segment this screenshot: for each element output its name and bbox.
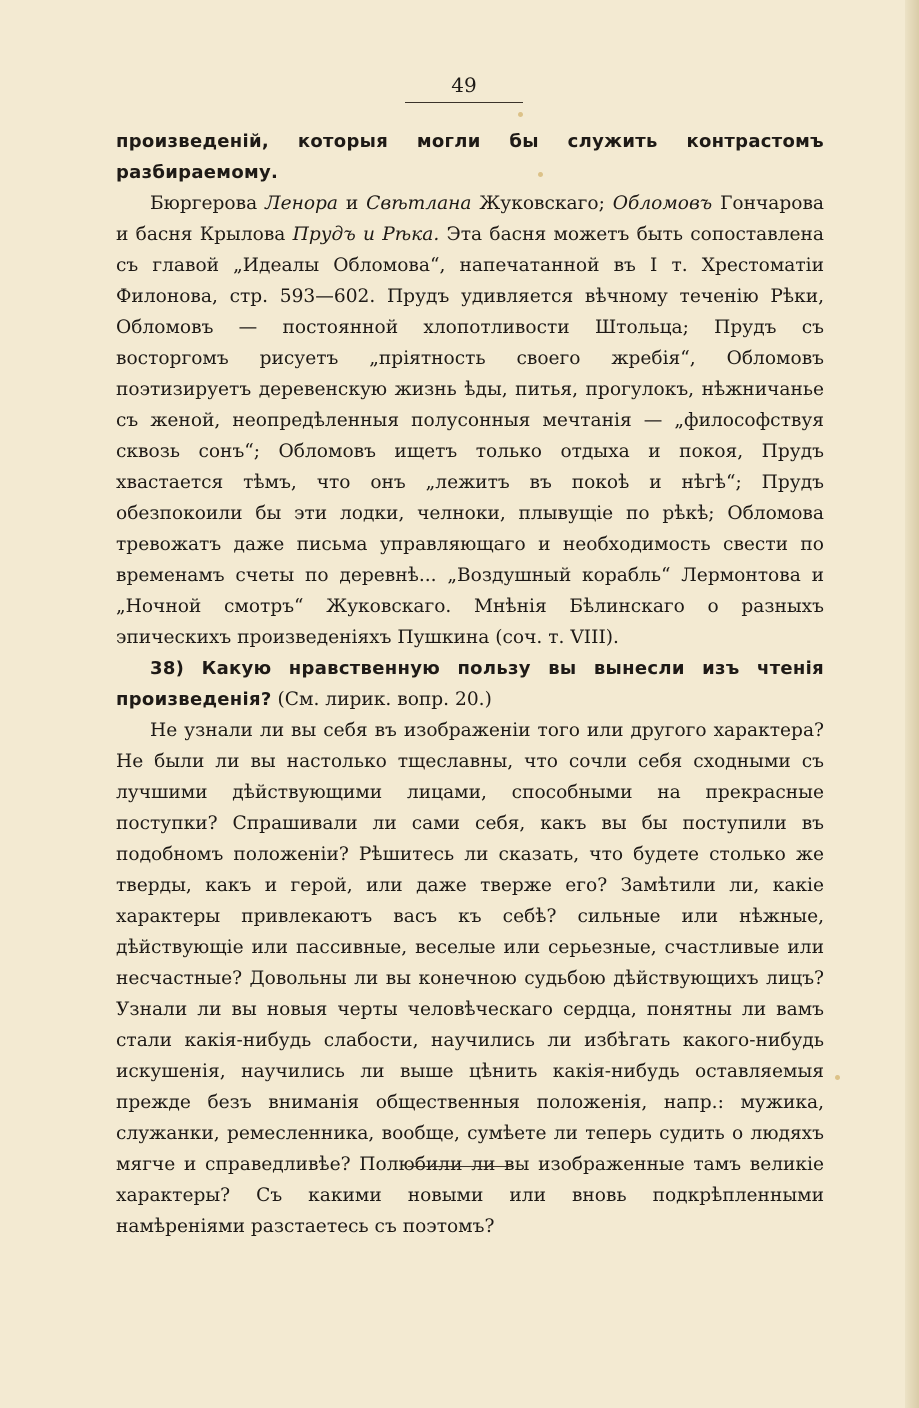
print-speck (538, 172, 543, 177)
title-oblomov: Обломовъ (612, 193, 713, 214)
question-reference: (См. лирик. вопр. 20.) (271, 689, 492, 710)
paragraph-continuation: произведеній, которыя могли бы служить контрастомъ разбираемому. (116, 131, 824, 183)
text-block (116, 126, 824, 1242)
paragraph-comparisons (116, 188, 824, 653)
title-lenora: Ленора (265, 193, 338, 214)
question-heading (116, 653, 824, 715)
text-run: Эта басня можетъ быть сопоставлена съ главой „Идеалы Обломова“, напечатанной въ I т. Хрестоматіи Филонова, стр. 593—602. Прудъ удивляется вѣчному теченію Рѣки, Обломовъ — постоянной хлопотливости Штольца; Прудъ съ восторгомъ рисуетъ „пріятность своего жребія“, Обломовъ поэтизируетъ деревенскую жизнь ѣды, питья, прогулокъ, нѣжничанье съ женой, неопредѣленныя полусонныя мечтанія — „философствуя сквозь сонъ“; Обломовъ ищетъ только отдыха и покоя, Прудъ хвастается тѣмъ, что онъ „лежитъ въ покоѣ и нѣгѣ“; Прудъ обезпокоили бы эти лодки, челноки, плывущіе по рѣкѣ; Обломова тревожатъ даже письма управляющаго и необходимость свести по временамъ счеты по деревнѣ... „Воздушный корабль“ Лермонтова и „Ночной смотръ“ Жуковскаго. Мнѣнія Бѣлинскаго о разныхъ эпическихъ произведеніяхъ Пушкина (соч. т. VIII). (116, 224, 824, 648)
text-run: и (338, 193, 367, 214)
page-edge (905, 0, 919, 1408)
text-run: Гончарова и басня Крылова (116, 193, 825, 245)
paragraph-questions: Не узнали ли вы себя въ изображеніи того или другого характера? Не были ли вы настолько тщеславны, что сочли себя сходными съ лучшими дѣйствующими лицами, способными на прекрасные поступки? Спрашивали ли сами себя, какъ вы бы поступили въ подобномъ положеніи? Рѣшитесь ли сказать, что будете столько же тверды, какъ и герой, или даже тверже его? Замѣтили ли, какіе характеры привлекаютъ васъ къ себѣ? сильные или нѣжные, дѣйствующіе или пассивные, веселые или серьезные, счастливые или несчастные? Довольны ли вы конечною судьбою дѣйствующихъ лицъ? Узнали ли вы новыя черты человѣческаго сердца, понятны ли вамъ стали какія-нибудь слабости, научились ли избѣгать какого-нибудь искушенія, научились ли выше цѣнить какія-нибудь оставляемыя прежде безъ вниманія общественныя положенія, напр.: мужика, служанки, ремесленника, вообще, сумѣете ли теперь судить о людяхъ мягче и справедливѣе? Полюбили ли вы изображенные тамъ великіе характеры? Съ какими новыми или вновь подкрѣпленными намѣреніями разстаетесь съ поэтомъ? (116, 720, 824, 1237)
text-run: Жуковскаго; (471, 193, 613, 214)
title-prud-i-reka: Прудъ и Рѣка. (292, 224, 440, 245)
title-svetlana: Свѣтлана (366, 193, 472, 214)
page-number: 49 (405, 72, 523, 103)
text-run: Бюргерова (150, 193, 266, 214)
end-rule (408, 1166, 512, 1167)
print-speck (835, 1075, 840, 1080)
print-speck (518, 112, 523, 117)
question-38: 38) Какую нравственную пользу вы вынесли изъ чтенія произведенія? (116, 658, 824, 710)
